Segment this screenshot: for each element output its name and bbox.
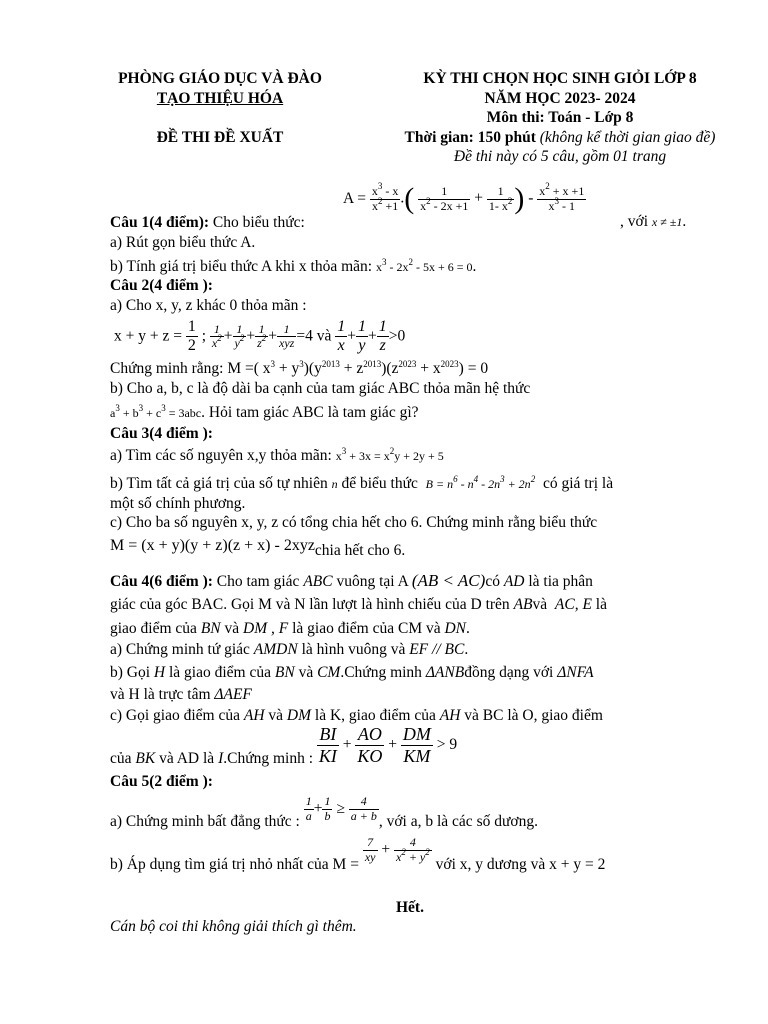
q5-title: Câu 5(2 điểm ): bbox=[110, 773, 213, 790]
q4-line1: Câu 4(6 điểm ): Cho tam giác ABC vuông tại A (AB < AC)có AD là tia phân bbox=[110, 571, 593, 590]
q5-part-a: a) Chứng minh bất đẳng thức : $\frac{1}{a}$ + $\frac{1}{b}$ ≥ $\frac{4}{a + b}$ , với a, b là các số dương. bbox=[110, 794, 538, 830]
q2-part-a: a) Cho x, y, z khác 0 thỏa mãn : bbox=[110, 297, 307, 314]
q4-part-c: c) Gọi giao điểm của AH và DM là K, giao điểm của AH và BC là O, giao điểm bbox=[110, 707, 603, 724]
q1-expression-A: A = $\frac{x^3 - x}{x^2 +1}$ .( $\frac{1}{x^2 - 2x +1}$ + $\frac{1}{1- x^2}$ ) - $\frac{x^2 + x +1}{x^3 - 1}$ bbox=[343, 180, 585, 215]
q2-part-b: b) Cho a, b, c là độ dài ba cạnh của tam giác ABC thỏa mãn hệ thức bbox=[110, 380, 531, 397]
q1-part-b: b) Tính giá trị biểu thức A khi x thỏa mãn: $x^3 - 2x^2 - 5x + 6 = 0$. bbox=[110, 257, 477, 275]
q5-part-b: b) Áp dụng tìm giá trị nhỏ nhất của M = $\frac{7}{xy}$ + $\frac{4}{x^2 + y^2}$ với x, y dương và x + y = 2 bbox=[110, 835, 606, 873]
header-dept-line2: TẠO THIỆU HÓA bbox=[156, 90, 284, 107]
q4-line3: giao điểm của BN và DM , F là giao điểm của CM và DN. bbox=[110, 620, 470, 637]
q1-title: Câu 1(4 điểm): Cho biểu thức: bbox=[110, 214, 305, 231]
header-school-year: NĂM HỌC 2023- 2024 bbox=[484, 90, 636, 107]
q4-part-b-cont: và H là trực tâm ΔAEF bbox=[110, 686, 252, 703]
q2-prove: Chứng minh rằng: M =( $x^3 + y^3)(y^{2013} + z^{2013})(z^{2023} + x^{2023}) = 0$ bbox=[110, 359, 489, 377]
q4-part-c-cont: của BK và AD là I.Chứng minh : $\frac{BI}{KI}$ + $\frac{AO}{KO}$ + $\frac{DM}{KM}$ > 9 bbox=[110, 724, 458, 767]
q3-part-b-cont: một số chính phương. bbox=[110, 495, 246, 512]
q1-condition: , với x ≠ ±1. bbox=[620, 213, 687, 230]
q3-title: Câu 3(4 điểm ): bbox=[110, 425, 213, 442]
q3-part-c-expr: M = (x + y)(y + z)(z + x) - 2xyzchia hết cho 6. bbox=[110, 537, 406, 559]
q3-part-c: c) Cho ba số nguyên x, y, z có tổng chia hết cho 6. Chứng minh rằng biểu thức bbox=[110, 514, 598, 531]
q4-part-a: a) Chứng minh tứ giác AMDN là hình vuông và EF // BC. bbox=[110, 641, 469, 658]
q3-part-a: a) Tìm các số nguyên x,y thỏa mãn: $x^3 + 3x = x^2y + 2y + 5$ bbox=[110, 446, 444, 464]
header-proposed-exam: ĐỀ THI ĐỀ XUẤT bbox=[156, 129, 284, 146]
q4-part-b: b) Gọi H là giao điểm của BN và CM.Chứng minh ΔANBđồng dạng với ΔNFA bbox=[110, 664, 594, 681]
header-time: Thời gian: 150 phút (không kể thời gian giao đề) bbox=[404, 129, 716, 146]
q4-line2: giác của góc BAC. Gọi M và N lần lượt là hình chiếu của D trên ABvà AC, E là bbox=[110, 596, 607, 613]
q1-part-a: a) Rút gọn biểu thức A. bbox=[110, 234, 256, 251]
q2-condition: x + y + z = $\frac{1}{2}$ ; $\frac{1}{x^2}$ + $\frac{1}{y^2}$ + $\frac{1}{z^2}$ + $\frac{1}{\text{xyz}}$ =4 và $\frac{1}{x}$ + $\frac{1}{y}$ + $\frac{1}{z}$ >0 bbox=[114, 318, 406, 355]
footer-note: Cán bộ coi thi không giải thích gì thêm. bbox=[110, 918, 357, 935]
header-dept-line1: PHÒNG GIÁO DỤC VÀ ĐÀO bbox=[118, 70, 322, 87]
q2-part-b-relation: $a^3 + b^3 + c^3 = 3abc$. Hỏi tam giác ABC là tam giác gì? bbox=[110, 403, 419, 421]
header-pages-note: Đề thi này có 5 câu, gồm 01 trang bbox=[453, 148, 667, 165]
header-subject: Môn thi: Toán - Lớp 8 bbox=[486, 109, 634, 126]
q3-part-b: b) Tìm tất cả giá trị của số tự nhiên n để biểu thức $B = n^6 - n^4 - 2n^3 + 2n^2$ có giá trị là bbox=[110, 474, 614, 492]
header-exam-title: KỲ THI CHỌN HỌC SINH GIỎI LỚP 8 bbox=[423, 70, 697, 87]
end-marker: Hết. bbox=[396, 899, 424, 916]
q2-title: Câu 2(4 điểm ): bbox=[110, 277, 213, 294]
